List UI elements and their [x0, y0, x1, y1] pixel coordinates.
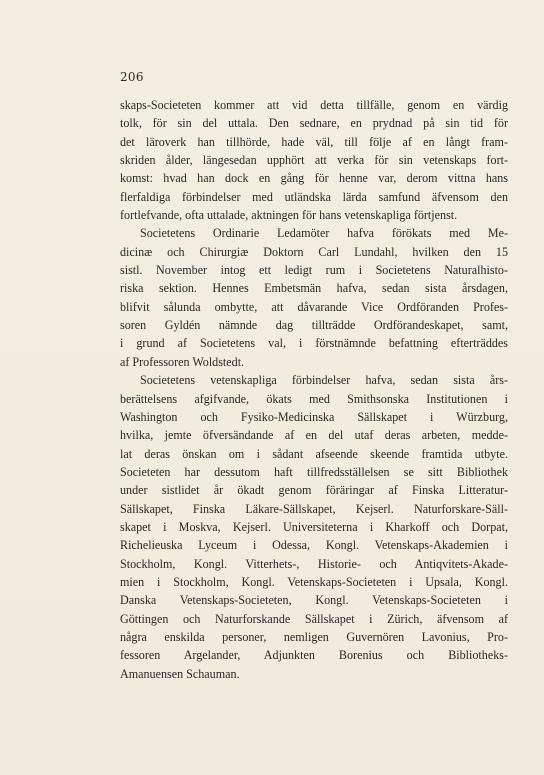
text-line: sistl. November intog ett ledigt rum i Societetens Naturalhisto- — [120, 263, 508, 278]
text-line: dicinæ och Chirurgiæ Doktorn Carl Lundahl, hvilken den 15 — [120, 244, 508, 259]
text-line: af Professoren Woldstedt. — [120, 354, 245, 369]
text-line: Societetens vetenskapliga förbindelser hafva, sedan sista års- — [140, 373, 508, 388]
text-line: Societeten har dessutom haft tillfredsställelsen se sitt Bibliothek — [120, 464, 508, 479]
text-line: Amanuensen Schauman. — [120, 666, 240, 681]
text-line: hvilka, jemte öfversändande af en del utaf deras arbeten, medde- — [120, 428, 508, 443]
text-line: Washington och Fysiko-Medicinska Sällskapet i Würzburg, — [120, 409, 508, 424]
text-line: Stockholm, Kongl. Vitterhets-, Historie- och Antiqvitets-Akade- — [120, 556, 508, 571]
text-line: Göttingen och Naturforskande Sällskapet i Zürich, äfvensom af — [120, 611, 508, 626]
text-line: lat deras önskan om i sådant afseende skeende framtida utbyte. — [120, 446, 508, 461]
text-line: Richelieuska Lyceum i Odessa, Kongl. Vetenskaps-Akademien i — [120, 538, 508, 553]
text-line: blifvit sålunda ombytte, att dåvarande Vice Ordföranden Profes- — [120, 299, 508, 314]
text-line: Societetens Ordinarie Ledamöter hafva förökats med Me- — [140, 226, 508, 241]
text-line: Sällskapet, Finska Läkare-Sällskapet, Kejserl. Naturforskare-Säll- — [120, 501, 508, 516]
text-line: några enskilda personer, nemligen Guvernören Lavonius, Pro- — [120, 629, 508, 644]
text-line: skaps-Societeten kommer att vid detta tillfälle, genom en värdig — [120, 98, 508, 112]
text-line: Danska Vetenskaps-Societeten, Kongl. Vetenskaps-Societeten i — [120, 593, 508, 608]
text-line: soren Gyldén nämnde dag tillträdde Ordförandeskapet, samt, — [120, 318, 508, 333]
text-line: fessoren Argelander, Adjunkten Borenius och Bibliotheks- — [120, 648, 508, 663]
text-line: fortlefvande, ofta uttalade, aktningen för hans vetenskapliga förtjenst. — [120, 208, 458, 223]
text-line: under sistlidet år ökadt genom föräringar af Finska Litteratur- — [120, 483, 508, 498]
text-line: riska sektion. Hennes Embetsmän hafva, sedan sista årsdagen, — [120, 281, 508, 296]
text-line: i grund af Societetens val, i förstnämnde befattning efterträddes — [120, 336, 508, 351]
text-line: berättelsens afgifvande, ökats med Smithsonska Institutionen i — [120, 391, 508, 406]
text-line: det läroverk han tillhörde, hade väl, till följe af en långt fram- — [120, 134, 508, 149]
text-line: tolk, för sin del uttala. Den sednare, en prydnad på sin tid för — [120, 116, 508, 131]
text-line: flerfaldiga förbindelser med utländska lärda samfund äfvensom den — [120, 189, 508, 204]
body-text — [120, 96, 508, 683]
page-number: 206 — [120, 70, 144, 84]
text-line: komst: hvad han dock en gång för henne var, derom vittna hans — [120, 171, 508, 186]
text-line: mien i Stockholm, Kongl. Vetenskaps-Societeten i Upsala, Kongl. — [120, 574, 508, 589]
text-line: skapet i Moskva, Kejserl. Universiteterna i Kharkoff och Dorpat, — [120, 519, 508, 534]
text-line: skriden ålder, längesedan upphört att verka för sin vetenskaps fort- — [120, 153, 508, 168]
